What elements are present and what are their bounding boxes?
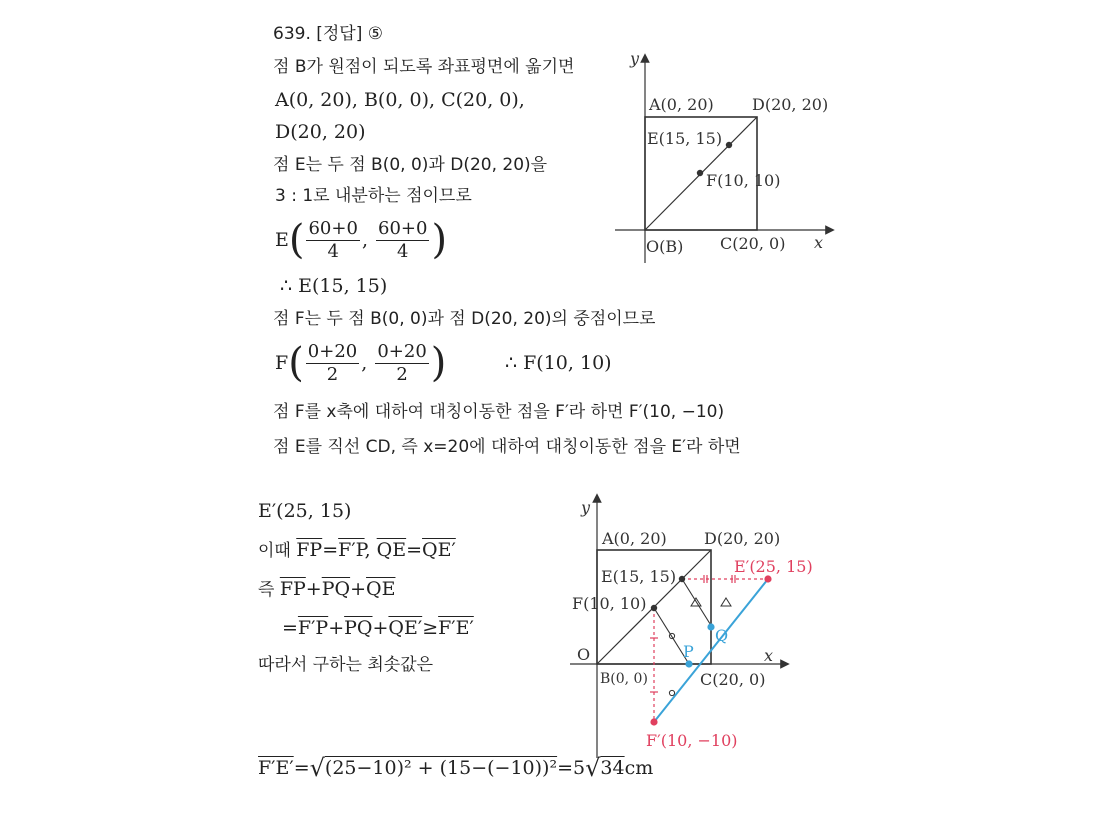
segment-qep: QE′ — [388, 617, 423, 639]
point-f-prime — [650, 718, 657, 725]
equals: = — [406, 539, 423, 561]
solution-line-1: 점 B가 원점이 되도록 좌표평면에 옮기면 — [273, 57, 575, 77]
point-e — [679, 576, 685, 582]
plus: + — [350, 578, 367, 600]
segment-fp: $\overline{FP}$ — [279, 578, 306, 600]
label-o: O — [577, 645, 591, 664]
conclusion-line: 따라서 구하는 최솟값은 — [258, 655, 434, 675]
e-fraction-x — [306, 218, 359, 263]
plus: + — [372, 617, 389, 639]
y-axis-label: y — [630, 50, 640, 68]
label-f-prime: F′(10, −10) — [646, 731, 738, 750]
point-q — [707, 623, 714, 630]
x-axis-label: x — [814, 233, 824, 252]
denominator: 4 — [397, 240, 409, 262]
numerator: 60+0 — [378, 217, 428, 239]
circle-marker — [669, 690, 674, 695]
label-e: E(15, 15) — [647, 129, 723, 148]
solution-line-2: A(0, 20), B(0, 0), C(20, 0), — [275, 89, 525, 111]
point-f — [697, 170, 703, 176]
f-fraction-x — [306, 341, 359, 386]
segment-fpep: F′E′ — [258, 757, 294, 779]
equals-five: =5 — [557, 757, 586, 779]
right-paren: ) — [430, 340, 447, 386]
comma: , — [364, 539, 377, 561]
plus: + — [305, 578, 322, 600]
radicand: (25−10)² + (15−(−10))² — [324, 757, 558, 779]
ep-coordinate: E′(25, 15) — [258, 500, 352, 522]
plus: + — [328, 617, 345, 639]
segment-qe: $\overline{QE}$ — [376, 539, 407, 561]
problem-header: 639. [정답] ⑤ — [273, 24, 384, 44]
point-f — [651, 605, 657, 611]
figure-2-reflection — [560, 490, 840, 760]
label-f: F(10, 10) — [706, 171, 781, 190]
f-result: ∴ F(10, 10) — [505, 352, 612, 374]
label-f: F(10, 10) — [572, 594, 647, 613]
segment-fpp: F′P — [297, 617, 329, 639]
numerator: 0+20 — [377, 340, 427, 362]
segment-qe — [682, 579, 712, 627]
point-e — [726, 142, 732, 148]
label-c: C(20, 0) — [720, 234, 786, 253]
point-e-prime — [764, 575, 771, 582]
equals: = — [293, 757, 310, 779]
solution-line-3: D(20, 20) — [275, 121, 366, 143]
f-fraction-y — [375, 341, 428, 386]
f-coordinate-formula — [275, 338, 446, 388]
sqrt-sign: √ — [309, 754, 325, 782]
sqrt-sign: √ — [585, 754, 601, 782]
segment-qe: $\overline{QE}$ — [366, 578, 396, 600]
label-a: A(0, 20) — [602, 529, 667, 548]
segment-fpep: F′E′ — [438, 617, 474, 639]
x-axis-label: x — [764, 646, 774, 665]
e-result: ∴ E(15, 15) — [280, 275, 388, 297]
denominator: 2 — [326, 363, 339, 385]
triangle-marker — [721, 598, 731, 606]
label-a: A(0, 20) — [649, 95, 714, 114]
e-letter: E — [275, 229, 289, 251]
label-c: C(20, 0) — [700, 670, 766, 689]
comma: , — [361, 229, 375, 251]
equality-line — [258, 538, 456, 563]
denominator: 2 — [396, 363, 408, 385]
solution-line-9: 점 E를 직선 CD, 즉 x=20에 대하여 대칭이동한 점을 E′라 하면 — [273, 437, 741, 457]
point-p — [685, 660, 692, 667]
label-p: P — [683, 642, 694, 661]
comma: , — [361, 352, 374, 374]
solution-line-4: 점 E는 두 점 B(0, 0)과 D(20, 20)을 — [273, 155, 548, 175]
segment-qep: QE′ — [422, 539, 456, 561]
segment-pq: $\overline{PQ}$ — [344, 617, 373, 639]
label-d: D(20, 20) — [752, 95, 829, 114]
label-d: D(20, 20) — [704, 529, 781, 548]
label-ittae: 이때 — [258, 541, 297, 561]
left-paren: ( — [288, 217, 305, 263]
solution-line-8: 점 F를 x축에 대하여 대칭이동한 점을 F′라 하면 F′(10, −10) — [273, 402, 725, 422]
segment-fp: $\overline{FP}$ — [296, 539, 323, 561]
right-paren: ) — [431, 217, 448, 263]
geq: ≥ — [422, 617, 439, 639]
label-e: E(15, 15) — [601, 567, 677, 586]
inequality-line — [282, 616, 474, 640]
numerator: 0+20 — [307, 340, 358, 362]
e-fraction-y — [376, 218, 429, 263]
figure-1-square — [600, 50, 850, 270]
e-coordinate-formula — [275, 215, 447, 265]
f-letter: F — [275, 352, 289, 374]
equals: = — [322, 539, 339, 561]
radicand-34: 34 — [600, 757, 625, 779]
solution-line-7: 점 F는 두 점 B(0, 0)과 점 D(20, 20)의 중점이므로 — [273, 309, 656, 329]
solution-line-5: 3 : 1로 내분하는 점이므로 — [275, 186, 472, 206]
segment-pq: $\overline{PQ}$ — [321, 578, 351, 600]
y-axis-label: y — [581, 498, 591, 517]
label-q: Q — [715, 626, 729, 645]
unit-cm: cm — [624, 757, 654, 779]
label-e-prime: E′(25, 15) — [734, 557, 813, 576]
left-paren: ( — [288, 340, 304, 386]
denominator: 4 — [327, 240, 339, 262]
label-b: B(0, 0) — [600, 671, 648, 687]
label-jeuk: 즉 — [258, 580, 280, 600]
equals: = — [282, 617, 298, 639]
numerator: 60+0 — [308, 217, 358, 239]
sum-line — [258, 577, 395, 602]
label-o: O(B) — [646, 237, 684, 256]
segment-fpp: F′P — [338, 539, 365, 561]
